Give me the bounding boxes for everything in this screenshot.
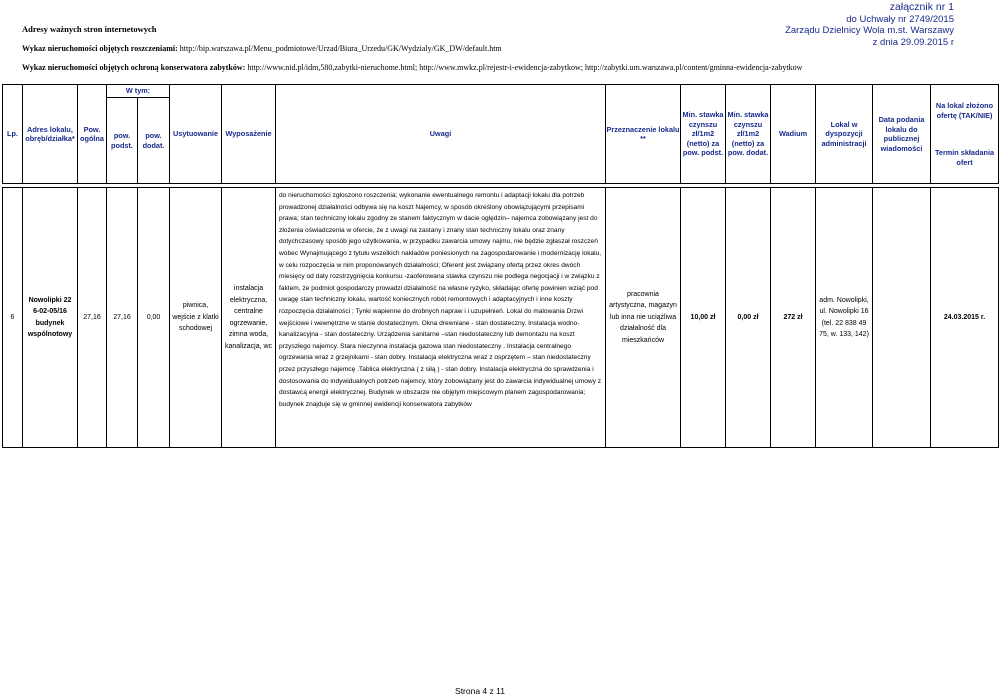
row-rate-basic: 10,00 zł bbox=[681, 188, 726, 448]
header-equipment: Wyposażenie bbox=[222, 85, 276, 184]
row-deadline: 24.03.2015 r. bbox=[931, 188, 999, 448]
header-deposit: Wadium bbox=[771, 85, 816, 184]
claims-link-row bbox=[22, 44, 502, 53]
monuments-link-label: Wykaz nieruchomości objętych ochroną konserwatora zabytków: bbox=[22, 63, 246, 72]
header-claim: Na lokal złożono ofertę (TAK/NIE) bbox=[935, 101, 994, 120]
row-parcel: 6-02-05/16 bbox=[33, 308, 67, 315]
header-in-that: W tym: bbox=[107, 85, 170, 98]
row-building: budynek wspólnotowy bbox=[27, 319, 73, 338]
row-address: Nowolipki 22 bbox=[28, 296, 72, 304]
header-area-basic: pow. podst. bbox=[107, 98, 138, 184]
header-address: Adres lokalu, obręb/działka* bbox=[23, 85, 78, 184]
header-publish-date: Data podania lokalu do publicznej wiadomości bbox=[873, 85, 931, 184]
row-address-cell bbox=[23, 188, 78, 448]
monuments-link-url[interactable]: http://www.nid.pl/idm,580,zabytki-nieruchome.html; http://www.mwkz.pl/rejestr-i-ewidencja-zabytkow; http://zabytki.um.warszawa.pl/content/gminna-ewidencja-zabytkow bbox=[247, 63, 803, 72]
page-header-title: Adresy ważnych stron internetowych bbox=[22, 24, 157, 34]
row-rate-extra: 0,00 zł bbox=[726, 188, 771, 448]
row-deposit: 272 zł bbox=[771, 188, 816, 448]
claims-link-url[interactable]: http://bip.warszawa.pl/Menu_podmiotowe/Urzad/Biura_Urzedu/GK/Wydzialy/GK_DW/default.htm bbox=[179, 44, 502, 53]
row-equipment: instalacja elektryczna, centralne ogrzewanie, zimna woda, kanalizacja, wc bbox=[222, 188, 276, 448]
header-lp: Lp. bbox=[3, 85, 23, 184]
annex-line-2: do Uchwały nr 2749/2015 bbox=[846, 13, 954, 25]
row-remarks: do nieruchomości zgłoszono roszczenia; wykonanie ewentualnego remontu i adaptacji lokalu dla potrzeb prowadzonej działalności odbywa się na koszt Najemcy, w sposób określony obowiązującymi przepisami prawa; stan techniczny lokalu zgodny ze stanem faktycznym w dacie oględzin– najemca zobowiązany jest do złożenia oświadczenia w ofercie, że z uwagi na zastany i znany stan techniczny lokalu oraz znany dotychczasowy sposób jego użytkowania, w przypadku zawarcia umowy najmu, nie będzie zgłaszał roszczeń wobec Wynajmującego z tytułu wszelkich nakładów poniesionych na zagospodarowanie i modernizację lokalu, w celu rozpoczęcia w nim proponowanych działalności; Oferent jest związany ofertą przez okres dwóch miesięcy od daty rozstrzygnięcia konkursu -zaoferowana stawka czynszu nie podlega negocjacji i w związku z faktem, że podmiot gospodarczy prowadzi działalność na własne ryzyko, składając ofertę powinien wziąć pod uwagę stan techniczny lokalu, wartość koniecznych robót remontowych i adaptacyjnych i inne koszty rozpoczęcia działalności ; Tynki wapienne do drobnych napraw i i uzupełnień. Lokal do malowania Drzwi wejściowe i wewnętrzne w stanie dostatecznym. Okna drewniane - stan dostateczny. Instalacja wodno-kanalizacyjna - stan dostateczny. Urządzenia sanitarne –stan niedostateczny lub demontażu na koszt przyszłego najemcy. Stara nieczynna instalacja gazowa stan niedostateczny . Instalacja centralnego ogrzewania wraz z grzejnikami - stan dobry. Instalacja elektryczna wraz z osprzętem – stan niedostateczny przez przyszłego najemcę .Tablica elektryczna ( z siłą ) - stan dobry. Instalacja elektryczna do sprawdzenia i dostosowania do indywidualnych potrzeb najemcy, który zobowiązany jest do zawarcia indywidualnej umowy z dostawcą energii elektrycznej. Budynek w obszarze nie objętym miejscowym planem zagospodarowania; budynek znajduje się w gminnej ewidencji konserwatora zabytków bbox=[276, 188, 606, 448]
header-area-extra: pow. dodat. bbox=[138, 98, 170, 184]
annex-line-4: z dnia 29.09.2015 r bbox=[872, 36, 954, 48]
annex-line-1: załącznik nr 1 bbox=[889, 1, 954, 13]
header-rate-extra: Min. stawka czynszu zł/1m2 (netto) za pow. dodat. bbox=[726, 85, 771, 184]
monuments-link-row bbox=[22, 63, 802, 72]
header-location: Usytuowanie bbox=[170, 85, 222, 184]
annex-line-3: Zarządu Dzielnicy Wola m.st. Warszawy bbox=[785, 25, 954, 36]
header-area-total: Pow. ogólna bbox=[78, 85, 107, 184]
row-purpose: pracownia artystyczna, magazyn lub inna nie uciążliwa działalność dla mieszkańców bbox=[606, 188, 681, 448]
row-area-extra: 0,00 bbox=[138, 188, 170, 448]
header-remarks: Uwagi bbox=[276, 85, 606, 184]
premises-table bbox=[2, 84, 999, 448]
page-number: Strona 4 z 11 bbox=[455, 686, 505, 696]
header-purpose: Przeznaczenie lokalu ** bbox=[606, 85, 681, 184]
header-admin: Lokal w dyspozycji administracji bbox=[816, 85, 873, 184]
table-row bbox=[3, 188, 999, 448]
claims-link-label: Wykaz nieruchomości objętych roszczeniami: bbox=[22, 44, 178, 53]
row-publish-date bbox=[873, 188, 931, 448]
header-rate-basic: Min. stawka czynszu zł/1m2 (netto) za pow. podst. bbox=[681, 85, 726, 184]
annex-block bbox=[785, 2, 954, 48]
row-location: piwnica, wejście z klatki schodowej bbox=[170, 188, 222, 448]
row-area-total: 27,16 bbox=[78, 188, 107, 448]
row-lp: 6 bbox=[3, 188, 23, 448]
row-admin: adm. Nowolipki, ul. Nowolipki 16 (tel. 22 838 49 75, w. 133, 142) bbox=[816, 188, 873, 448]
row-area-basic: 27,16 bbox=[107, 188, 138, 448]
header-claim-deadline bbox=[931, 85, 999, 184]
header-deadline: Termin składania ofert bbox=[934, 148, 995, 167]
